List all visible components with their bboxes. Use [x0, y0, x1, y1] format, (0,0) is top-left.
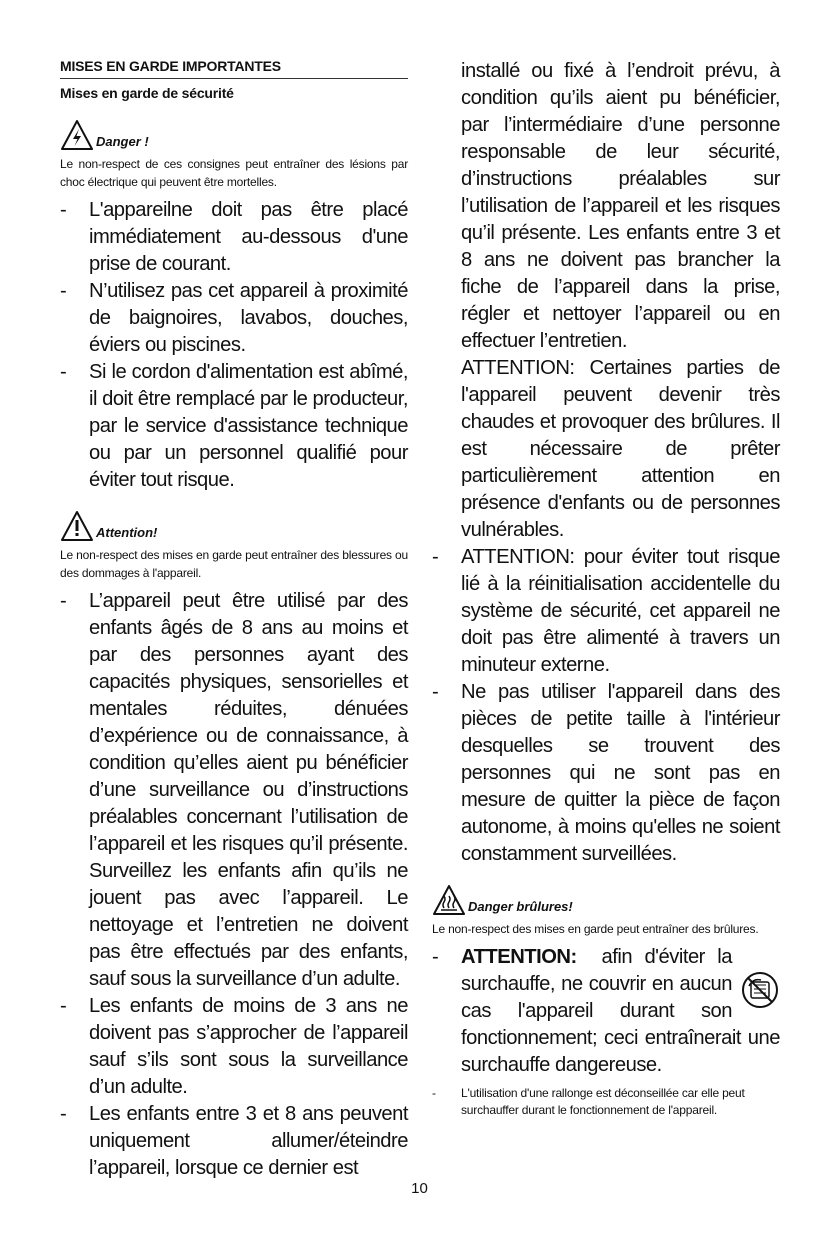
list-item: - Si le cordon d'alimentation est abîmé, il doit être remplacé par le producteur, par le service d'assistance technique ou par un personnel qualifié pour éviter tout risque. — [60, 361, 408, 491]
right-column — [432, 58, 780, 1119]
danger-header — [60, 117, 408, 151]
attention-header — [60, 508, 408, 542]
list-item: - ATTENTION: pour éviter tout risque lié à la réinitialisation accidentelle du système de sécurité, cet appareil ne doit pas être alimenté à travers un minuteur externe. — [432, 546, 780, 676]
do-not-cover-icon — [740, 970, 780, 1018]
attention-list-continued — [432, 544, 780, 868]
list-item: - L'utilisation d'une rallonge est déconseillée car elle peut surchauffer durant le fonctionnement de l'appareil. — [432, 1086, 745, 1117]
burn-description: Le non-respect des mises en garde peut entraîner des brûlures. — [432, 922, 759, 936]
list-item: - Ne pas utiliser l'appareil dans des pièces de petite taille à l'intérieur desquelles se trouvent des personnes qui ne sont pas en mesure de quitter la pièce de façon autonome, à moins qu'elles ne soient constamment surveillées. — [432, 681, 780, 865]
attention-label: Attention! — [96, 525, 158, 540]
danger-label: Danger ! — [96, 134, 149, 149]
list-item: - L’appareil peut être utilisé par des enfants âgés de 8 ans au moins et par des personnes ayant des capacités physiques, sensorielles et mentales réduites, dénuées d’expérience ou de connaissance, à condition qu’elles aient pu bénéficier d’une surveillance ou d’instructions préalables concernant l’utilisation de l’appareil et les risques qu’il présente. Surveillez les enfants afin qu’ils ne jouent pas avec l’appareil. Le nettoyage et l’entretien ne doivent pas être effectués par des enfants, sauf sous la surveillance d’un adulte. — [60, 590, 408, 990]
attention-description: Le non-respect des mises en garde peut entraîner des blessures ou des dommages à l'appareil. — [60, 548, 408, 580]
danger-list — [60, 197, 408, 494]
list-item-continuation: installé ou fixé à l’endroit prévu, à condition qu’ils aient pu bénéficier, par l’intermédiaire d’une personne responsable de leur sécurité, d’instructions préalables sur l’utilisation de l’appareil et les risques qu’il présente. Les enfants entre 3 et 8 ans ne doivent pas brancher la fiche de l’appareil dans la prise, régler et nettoyer l’appareil ou en effectuer l’entretien. — [461, 60, 780, 352]
burn-note-list — [432, 1085, 780, 1119]
list-item: - N’utilisez pas cet appareil à proximité de baignoires, lavabos, douches, éviers ou piscines. — [60, 280, 408, 356]
section-subtitle: Mises en garde de sécurité — [60, 85, 234, 101]
electric-danger-icon — [60, 119, 94, 151]
left-column — [60, 58, 408, 1182]
burn-header — [432, 882, 780, 916]
burn-label: Danger brûlures! — [468, 899, 573, 914]
attention-hot-parts-note: ATTENTION: Certaines parties de l'appareil peuvent devenir très chaudes et provoquer des brûlures. Il est nécessaire de prêter particulièrement attention en présence d'enfants ou de personnes vulnérables. — [461, 357, 780, 541]
warning-icon — [60, 510, 94, 542]
burn-list — [432, 944, 780, 1079]
section-title: MISES EN GARDE IMPORTANTES — [60, 58, 408, 79]
page-number: 10 — [411, 1180, 428, 1197]
hot-surface-icon — [432, 884, 466, 916]
list-item: - ATTENTION: afin d'éviter la surchauffe, ne couvrir en aucun cas l'appareil durant son fonctionnement; ceci entraînerait une surchauffe dangereuse. — [432, 946, 780, 1076]
list-item: - Les enfants entre 3 et 8 ans peuvent uniquement allumer/éteindre l’appareil, lorsque ce dernier est — [60, 1103, 408, 1179]
list-item: - Les enfants de moins de 3 ans ne doivent pas s’approcher de l’appareil sauf s’ils sont sous la surveillance d’un adulte. — [60, 995, 408, 1098]
attention-list — [60, 588, 408, 1182]
danger-description: Le non-respect de ces consignes peut entraîner des lésions par choc électrique qui peuvent être mortelles. — [60, 157, 408, 189]
list-item: - L'appareilne doit pas être placé immédiatement au-dessous d'une prise de courant. — [60, 199, 408, 275]
